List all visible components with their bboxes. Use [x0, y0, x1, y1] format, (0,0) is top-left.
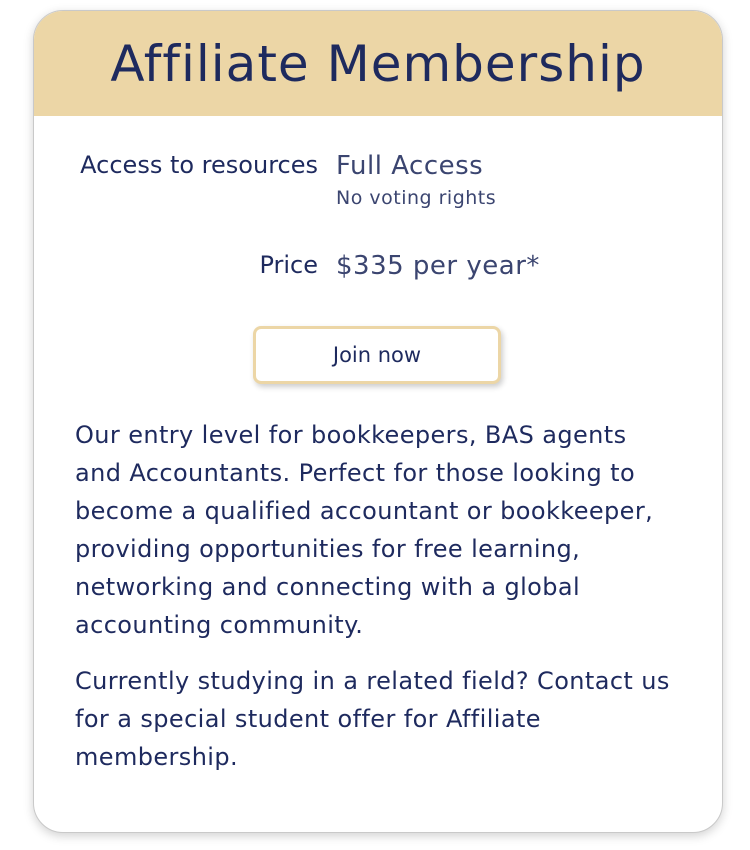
price-label: Price	[259, 251, 318, 279]
student-offer-paragraph: Currently studying in a related field? Contact us for a special student offer for Affiliate membership.	[75, 667, 670, 771]
card-header	[34, 11, 722, 116]
membership-card	[33, 10, 723, 833]
join-now-button[interactable]: Join now	[253, 326, 501, 384]
price-value: $335 per year*	[336, 251, 540, 281]
access-value: Full Access	[336, 151, 484, 181]
access-label: Access to resources	[80, 151, 318, 179]
price-row	[34, 251, 722, 281]
card-title: Affiliate Membership	[110, 34, 646, 93]
description-paragraph: Our entry level for bookkeepers, BAS agents and Accountants. Perfect for those looking to become a qualified accountant or bookkeeper, providing opportunities for free learning, networking and connecting with a global accounting community.	[75, 421, 654, 639]
access-note: No voting rights	[336, 187, 497, 209]
access-row	[34, 151, 722, 209]
access-value-group	[336, 151, 496, 209]
